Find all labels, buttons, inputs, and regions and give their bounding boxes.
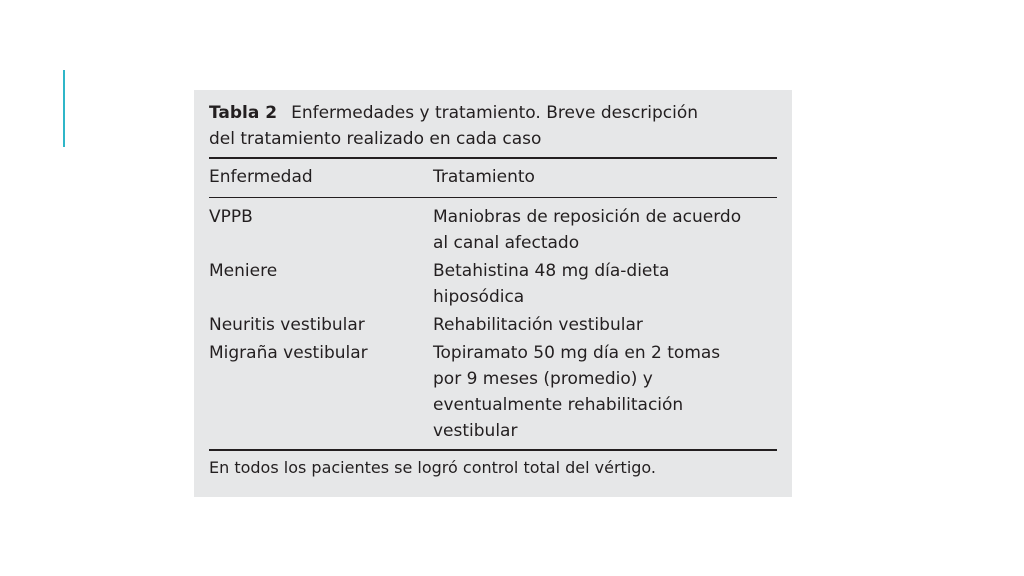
treatment-line: Betahistina 48 mg día-dieta xyxy=(433,261,670,281)
table-header-row xyxy=(209,159,777,197)
table-label: Tabla 2 xyxy=(209,103,278,123)
treatment-line: vestibular xyxy=(433,421,518,441)
disease-cell: Migraña vestibular xyxy=(209,343,368,363)
treatment-line: por 9 meses (promedio) y xyxy=(433,369,653,389)
table-footnote: En todos los pacientes se logró control total del vértigo. xyxy=(209,458,657,477)
treatment-cell xyxy=(433,340,777,444)
table-panel xyxy=(194,90,792,497)
treatment-line: Topiramato 50 mg día en 2 tomas xyxy=(433,343,721,363)
treatment-cell xyxy=(433,258,777,310)
table-body xyxy=(209,198,777,449)
treatment-line: eventualmente rehabilitación xyxy=(433,395,684,415)
header-disease: Enfermedad xyxy=(209,167,313,187)
table-row xyxy=(209,204,777,256)
treatment-cell xyxy=(433,204,777,256)
treatment-line: Maniobras de reposición de acuerdo xyxy=(433,207,742,227)
disease-cell: VPPB xyxy=(209,207,253,227)
disease-cell: Meniere xyxy=(209,261,278,281)
header-treatment: Tratamiento xyxy=(433,167,535,187)
table-caption xyxy=(209,100,777,152)
treatment-line: Rehabilitación vestibular xyxy=(433,315,643,335)
caption-line: Enfermedades y tratamiento. Breve descripción xyxy=(291,103,699,123)
table-row xyxy=(209,340,777,444)
disease-cell: Neuritis vestibular xyxy=(209,315,365,335)
caption-line: del tratamiento realizado en cada caso xyxy=(209,129,542,149)
table-row xyxy=(209,312,777,338)
accent-line xyxy=(63,70,65,147)
treatment-cell xyxy=(433,312,777,338)
treatment-line: al canal afectado xyxy=(433,233,580,253)
treatment-line: hiposódica xyxy=(433,287,525,307)
table-row xyxy=(209,258,777,310)
